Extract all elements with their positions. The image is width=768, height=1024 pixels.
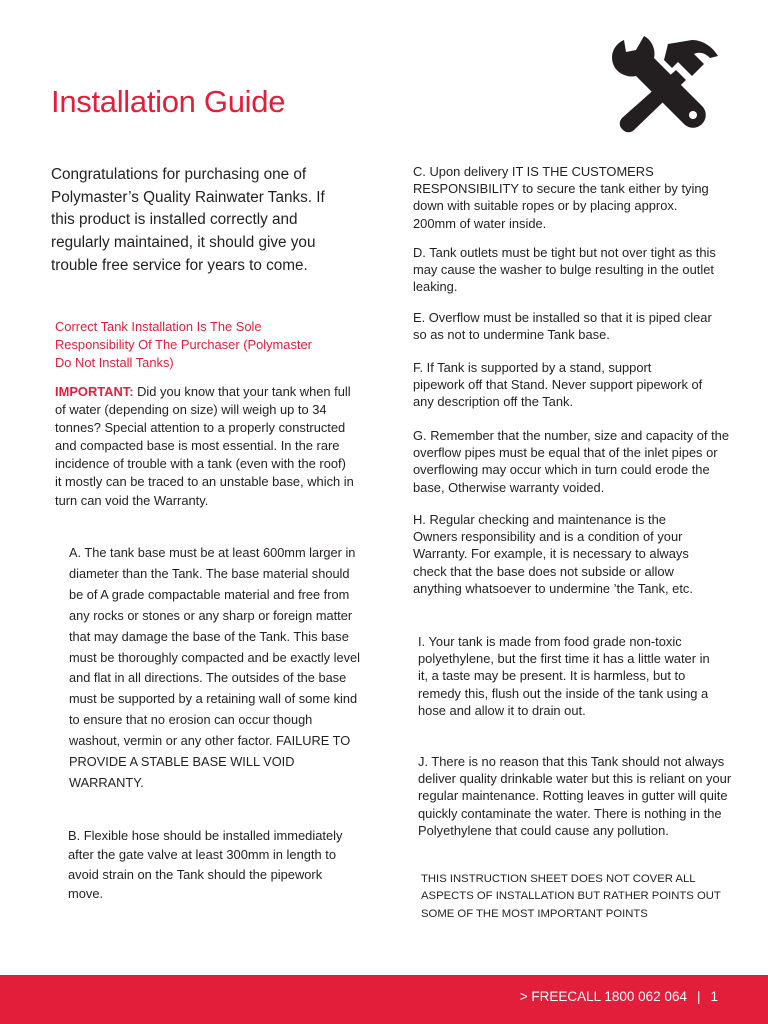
intro-paragraph: Congratulations for purchasing one of Polymaster’s Quality Rainwater Tanks. If this product is installed correctly and regularly maintained, it should give you trouble free service for years to come. bbox=[51, 166, 325, 274]
disclaimer: THIS INSTRUCTION SHEET DOES NOT COVER ALL ASPECTS OF INSTALLATION BUT RATHER POINTS OUT SOME OF THE MOST IMPORTANT POINTS bbox=[421, 873, 721, 920]
instruction-item-a: A. The tank base must be at least 600mm larger in diameter than the Tank. The base material should be of A grade compactable material and free from any rocks or stones or any sharp or foreign matter that may damage the base of the Tank. This base must be thoroughly compacted and be exactly level and flat in all directions. The outsides of the base must be supported by a retaining wall of some kind to ensure that no erosion can occur though washout, vermin or any other factor. FAILURE TO PROVIDE A STABLE BASE WILL VOID WARRANTY. bbox=[69, 545, 360, 790]
instruction-item-f: F. If Tank is supported by a stand, support pipework off that Stand. Never support pipework of any description off the Tank. bbox=[413, 360, 703, 410]
responsibility-notice: Correct Tank Installation Is The Sole Responsibility Of The Purchaser (Polymaster Do Not Install Tanks) bbox=[55, 319, 312, 370]
page-title: Installation Guide bbox=[51, 84, 286, 119]
wrench-hammer-icon bbox=[606, 34, 722, 134]
instruction-item-d: D. Tank outlets must be tight but not over tight as this may cause the washer to bulge resulting in the outlet leaking. bbox=[413, 245, 716, 295]
instruction-item-h: H. Regular checking and maintenance is the Owners responsibility and is a condition of your Warranty. For example, it is necessary to always check that the base does not subside or allow anything whatsoever to undermine ’the Tank, etc. bbox=[413, 512, 693, 596]
freecall-number: > FREECALL 1800 062 064 bbox=[519, 989, 687, 1004]
instruction-item-b: B. Flexible hose should be installed immediately after the gate valve at least 300mm in length to avoid strain on the Tank should the pipework move. bbox=[68, 828, 343, 901]
instruction-item-c: C. Upon delivery IT IS THE CUSTOMERS RESPONSIBILITY to secure the tank either by tying down with suitable ropes or by placing approx. 200mm of water inside. bbox=[413, 164, 709, 231]
footer-contact bbox=[520, 989, 718, 1004]
footer-separator: | bbox=[696, 989, 701, 1004]
page-number: 1 bbox=[710, 989, 718, 1004]
important-paragraph bbox=[55, 383, 355, 510]
instruction-item-i: I. Your tank is made from food grade non-toxic polyethylene, but the first time it has a little water in it, a taste may be present. It is harmless, but to remedy this, flush out the inside of the tank using a hose and allow it to drain out. bbox=[418, 634, 710, 718]
footer-bar bbox=[0, 975, 768, 1024]
instruction-item-g: G. Remember that the number, size and capacity of the overflow pipes must be equal that of the inlet pipes or overflowing may occur which in turn could erode the base, Otherwise warranty voided. bbox=[413, 428, 729, 495]
important-text: Did you know that your tank when full of water (depending on size) will weigh up to 34 tonnes? Special attention to a properly constructed and compacted base is most essential. In the rare incidence of trouble with a tank (even with the roof) it mostly can be traced to an unstable base, which in turn can void the Warranty. bbox=[55, 384, 354, 508]
instruction-item-j: J. There is no reason that this Tank should not always deliver quality drinkable water but this is reliant on your regular maintenance. Rotting leaves in gutter will quite quickly contaminate the water. There is nothing in the Polyethylene that could cause any pollution. bbox=[418, 754, 732, 838]
important-label: IMPORTANT: bbox=[55, 384, 134, 399]
instruction-item-e: E. Overflow must be installed so that it is piped clear so as not to undermine Tank base. bbox=[413, 310, 712, 343]
